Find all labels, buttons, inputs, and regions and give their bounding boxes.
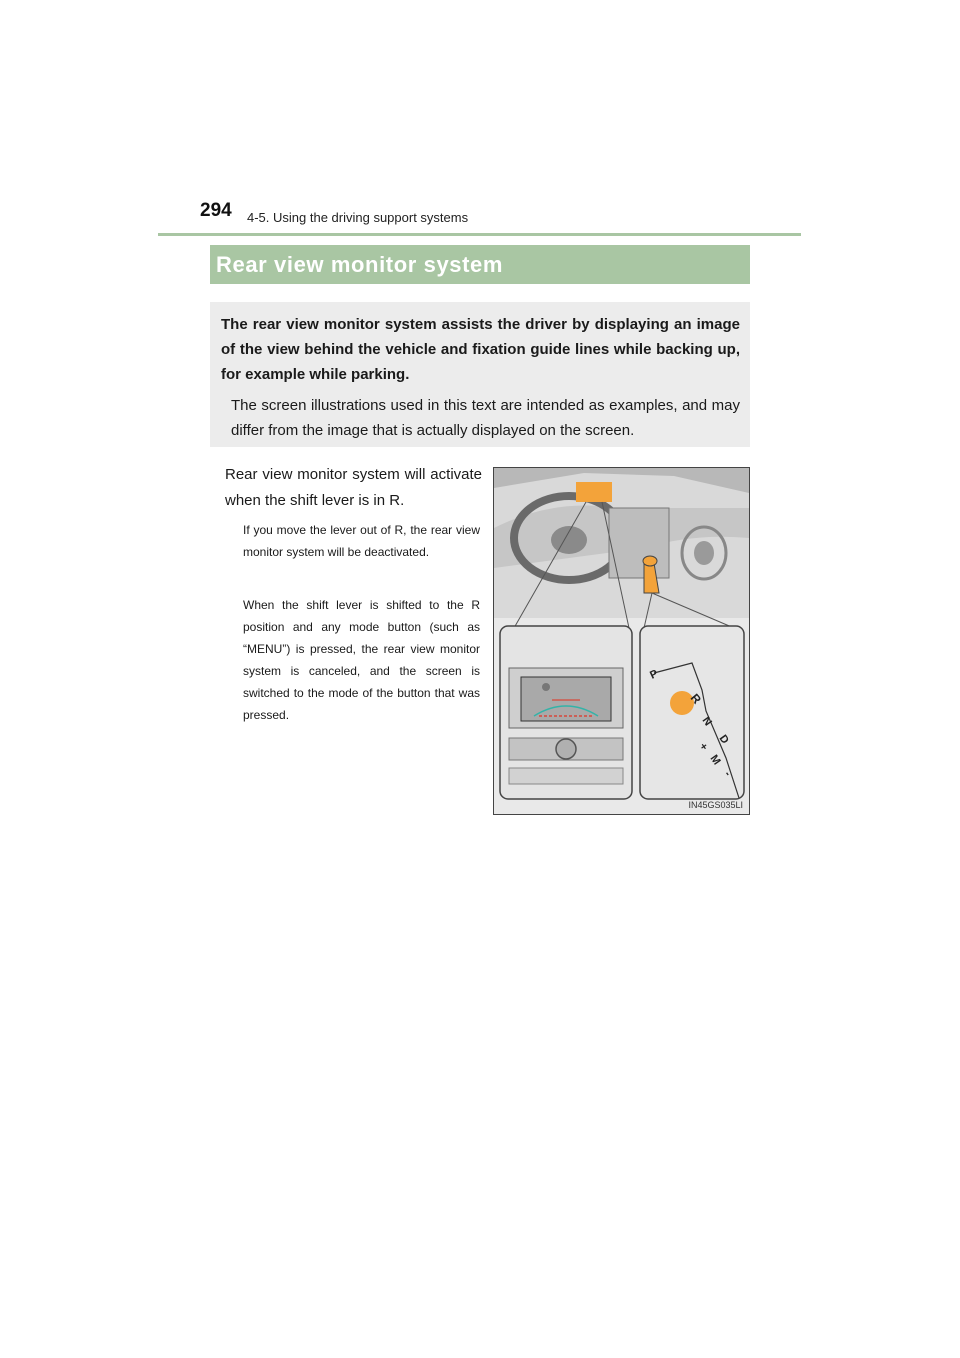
header-divider xyxy=(158,233,801,236)
page-number: 294 xyxy=(200,200,232,221)
control-knob-icon xyxy=(556,739,576,759)
figure-code: IN45GS035LI xyxy=(688,800,743,810)
gear-label-m: M xyxy=(707,752,723,768)
section-title-bar xyxy=(210,245,750,284)
intro-note: The screen illustrations used in this text are intended as examples, and may differ from the image that is actually displayed on the screen. xyxy=(231,397,740,439)
gear-label-p: P xyxy=(648,667,660,682)
page-title: Rear view monitor system xyxy=(216,252,504,277)
gear-label-minus: - xyxy=(721,768,734,779)
illustration-svg xyxy=(494,468,749,814)
body-note-deactivate: If you move the lever out of R, the rear view monitor system will be deactivated. xyxy=(243,523,480,559)
intro-lead: The rear view monitor system assists the driver by displaying an image of the view behind the vehicle and fixation guide lines while backing up, for example while parking. xyxy=(221,316,740,383)
intro-box xyxy=(210,302,750,447)
body-note-cancel: When the shift lever is shifted to the R position and any mode button (such as “MENU”) is pressed, the rear view monitor system is canceled, and the screen is switched to the mode of the button that was pressed. xyxy=(243,598,480,722)
page-header xyxy=(200,200,800,232)
gear-label-n: N xyxy=(699,714,714,729)
monitor-screen xyxy=(521,677,611,721)
rear-view-monitor-illustration xyxy=(493,467,750,815)
gear-label-r: R xyxy=(687,690,705,707)
gear-label-plus: + xyxy=(696,740,711,753)
display-highlight xyxy=(576,482,612,502)
body-main-text: Rear view monitor system will activate when the shift lever is in R. xyxy=(225,466,482,509)
section-label: 4-5. Using the driving support systems xyxy=(247,210,469,225)
gear-label-d: D xyxy=(716,732,731,747)
